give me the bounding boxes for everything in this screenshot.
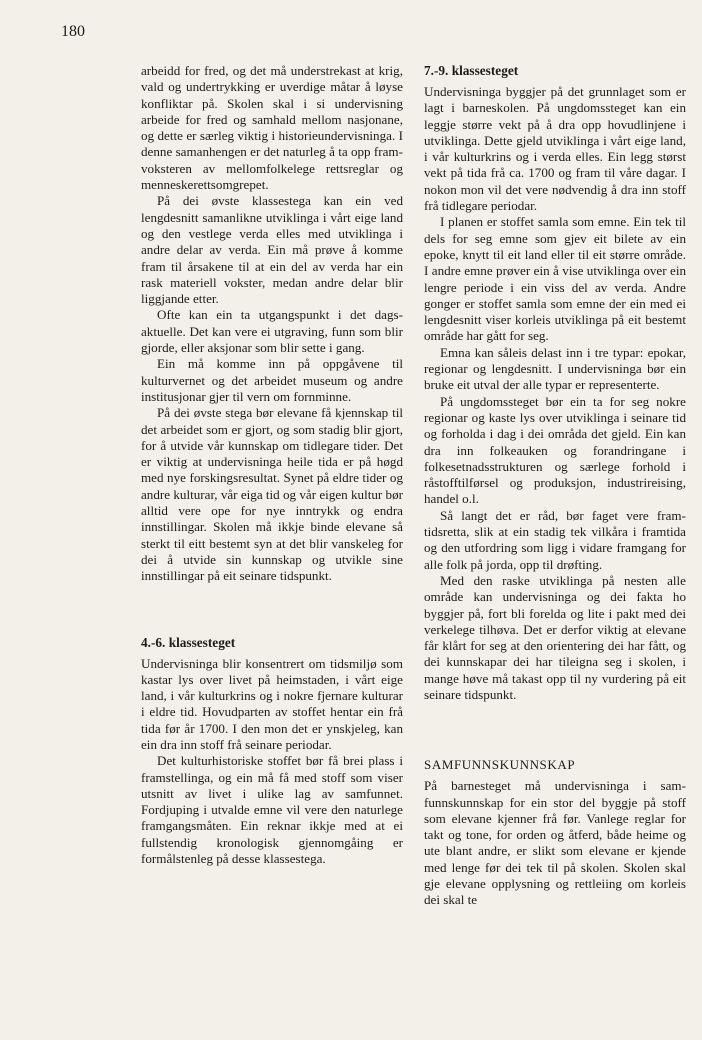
paragraph: Ofte kan ein ta utgangspunkt i det dagsaktuelle. Det kan vere ei utgraving, funn som blir gjorde, eller aksjonar som blir sette i gang. bbox=[141, 307, 403, 356]
right-column bbox=[424, 63, 686, 909]
paragraph: Undervisninga byggjer på det grunnlaget som er lagt i barneskolen. På ungdomssteget kan ein leggje større vekt på å dra opp hovudlinjene i utviklinga. Dette gjeld utviklinga i vårt eige land, i vår kulturkrins og i verda elles. Ein legg størst vekt på tida frå ca. 1700 og fram til våre dagar. I nokon mon vil det vere nødvendig å dra inn stoff frå tidlegare periodar. bbox=[424, 84, 686, 214]
section-heading-samfunnskunnskap: SAMFUNNSKUNNSKAP bbox=[424, 757, 576, 773]
page-number: 180 bbox=[61, 23, 85, 40]
paragraph: På dei øvste klassestega kan ein ved lengdesnitt samanlikne utviklinga i vårt eige land og den vestlege verda elles med utviklinga i andre delar av verda. Ein må prøve å komme fram til årsakene til at ein del av verda har ein rask materiell vokster, medan andre delar blir liggjande etter. bbox=[141, 193, 403, 307]
paragraph: arbeidd for fred, og det må understrekast at krig, vald og undertrykking er uverdige måtar å løyse konfliktar på. Skolen skal i si undervisning arbeide for fred og samhald mellom nasjonane, og dette er særleg viktig i historieundervisninga. I denne samanhengen er det naturleg å ta opp framvoksteren av mellomfolkelege rettsreglar og menneskerettsomgrepet. bbox=[141, 63, 403, 193]
paragraph: Det kulturhistoriske stoffet bør få brei plass i framstellinga, og ein må få med stoff som viser utsnitt av livet i ulike lag av samfunnet. Fordjuping i utvalde emne vil vere den naturlege framgangsmåten. Ein reknar ikkje med at ei fullstendig kronologisk gjennomgåing er formålstenleg på desse klassestega. bbox=[141, 753, 403, 867]
left-column bbox=[141, 63, 403, 867]
paragraph: Undervisninga blir konsentrert om tidsmiljø som kastar lys over livet på heimstaden, i vårt eige land, i vår kulturkrins og i nokre fjernare kulturar i eldre tid. Hovudparten av stoffet hentar ein frå tida før år 1700. I den mon det er ynskjeleg, kan ein dra inn stoff frå seinare periodar. bbox=[141, 655, 403, 752]
paragraph: På ungdomssteget bør ein ta for seg nokre regionar og kaste lys over utviklinga i seinare tid og forholda i dag i dei områda det gjeld. Ein kan dra inn folkeauken og forandringane i folkesetnadsstrukturen og særlege forhold i råstofftilførsel og produksjon, industrireising, handel o.l. bbox=[424, 393, 686, 507]
paragraph: På dei øvste stega bør elevane få kjennskap til det arbeidet som er gjort, og som stadig blir gjort, for å utvide vår kunnskap om tidlegare tider. Det er viktig at undervisninga heile tida er på høgd med nye forskingsresultat. Synet på eldre tider og andre kulturar, vår eiga tid og vår eigen kultur bør alltid vere ope for nye inntrykk og endra innstillingar. Skolen må ikkje binde elevane så sterkt til eitt bestemt syn at det blir vanskeleg for dei å utvide sin kunnskap og utvikle sine innstillingar på eit seinare tidspunkt. bbox=[141, 405, 403, 584]
section-gap bbox=[141, 585, 403, 635]
paragraph: Emna kan såleis delast inn i tre typar: epokar, regionar og lengdesnitt. I undervisninga bør ein bruke eit utval der alle typar er representerte. bbox=[424, 344, 686, 393]
paragraph: Så langt det er råd, bør faget vere framtidsretta, slik at ein stadig tek vilkåra i framtida og den utfordring som ligg i vidare framgang for alle folk på jorda, opp til drøfting. bbox=[424, 507, 686, 572]
section-heading-7-9: 7.-9. klassesteget bbox=[424, 63, 519, 78]
paragraph: Ein må komme inn på oppgåvene til kulturvernet og det arbeidet museum og andre institusjonar gjer til vern om fornminne. bbox=[141, 356, 403, 404]
section-gap bbox=[424, 703, 686, 757]
paragraph: I planen er stoffet samla som emne. Ein tek til dels for seg emne som gjev eit bilete av ein epoke, knytt til eit land eller til eit større område. I andre emne prøver ein å vise utviklinga over ein lengre periode i ein viss del av verda. Andre gonger er stoffet samla som emne der ein med ei lengdesnitt viser korleis utviklinga på eit bestemt område har gått for seg. bbox=[424, 214, 686, 344]
paragraph: Med den raske utviklinga på nesten alle område kan undervisninga og dei fakta ho byggjer på, fort bli forelda og lite i pakt med dei verkelege tilhøva. Det er derfor viktig at elevane får klårt for seg at den orientering dei har fått, og dei kunnskapar dei har tileigna seg i skolen, i mange høve må takast opp til ny vurdering på eit seinare tidspunkt. bbox=[424, 572, 686, 702]
paragraph: På barnesteget må undervisninga i samfunnskunnskap for ein stor del byggje på stoff som elevane kjenner frå før. Vanlege reglar for takt og tone, for orden og åtferd, både heime og ute blant andre, er slikt som elevane er kjende med lenge før dei tek til på skolen. Skolen skal gje elevane opplysning og rettleiing om korleis dei skal te bbox=[424, 778, 686, 908]
section-heading-4-6: 4.-6. klassesteget bbox=[141, 634, 236, 650]
